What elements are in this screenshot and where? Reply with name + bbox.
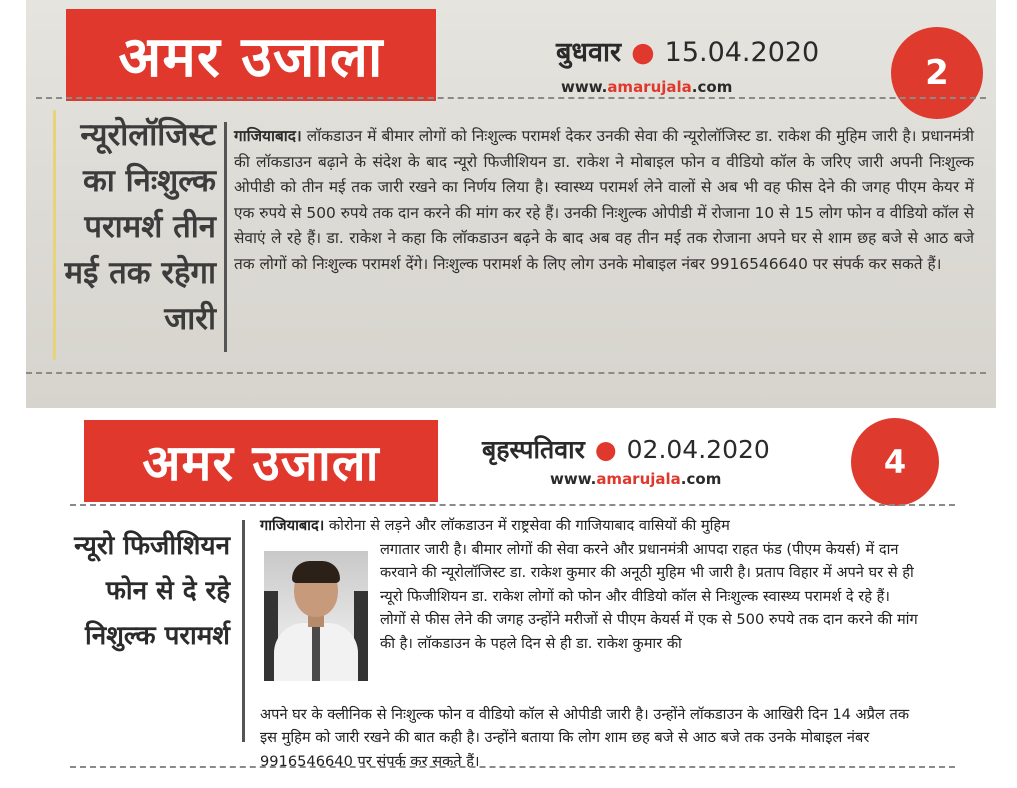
divider — [70, 766, 955, 768]
article-body-end: अपने घर के क्लीनिक से निःशुल्क फोन व वीडियो कॉल से ओपीडी जारी है। उन्होंने लॉकडाउन के आखिरी दिन 14 अप्रैल तक इस मुहिम को जारी रखने की बात कही है। उन्होंने बताया कि लोग शाम छह बजे से आठ बजे तक उनके मोबाइल नंबर 9916546640 पर संपर्क कर सकते हैं। — [260, 706, 910, 770]
column-rule — [242, 520, 245, 742]
dateline: गाजियाबाद। — [260, 517, 325, 534]
article-body-lead — [260, 514, 900, 537]
divider — [70, 504, 955, 506]
doctor-portrait-photo — [264, 551, 368, 681]
issue-date-line — [556, 32, 819, 69]
issue-date-line — [482, 432, 770, 466]
masthead-logo: अमर उजाला — [66, 9, 436, 101]
article-headline: न्यूरो फिजीशियन फोन से दे रहे निशुल्क परामर्श — [74, 531, 230, 651]
page-number-badge: 2 — [891, 27, 983, 119]
dateline: गाजियाबाद। — [234, 127, 302, 145]
issue-day: बृहस्पतिवार — [482, 435, 585, 464]
masthead-logo: अमर उजाला — [84, 420, 438, 502]
article-headline: न्यूरोलॉजिस्ट का निःशुल्क परामर्श तीन मई तक रहेगा जारी — [64, 117, 216, 337]
bullet-dot-icon: ● — [631, 37, 655, 68]
issue-date: 15.04.2020 — [664, 37, 820, 68]
newspaper-clipping-2 — [70, 416, 960, 782]
website-url: www.amarujala.com — [561, 78, 733, 96]
column-rule — [224, 122, 227, 352]
article-text: लॉकडाउन में बीमार लोगों को निःशुल्क परामर्श देकर उनकी सेवा की न्यूरोलॉजिस्ट डा. राकेश की मुहिम जारी है। प्रधानमंत्री की लॉकडाउन बढ़ाने के संदेश के बाद न्यूरो फिजीशियन डा. राकेश ने मोबाइल फोन व वीडियो कॉल के जरिए जारी अपनी निःशुल्क ओपीडी को तीन मई तक जारी रखने का निर्णय लिया है। स्वास्थ्य परामर्श लेने वालों से अब भी वह फीस देने की जगह पीएम केयर में एक रुपये से 500 रुपये तक दान करने की मांग कर रहे हैं। उनकी निःशुल्क ओपीडी में रोजाना 10 से 15 लोग फोन व वीडियो कॉल से सेवाएं ले रहे हैं। डा. राकेश ने कहा कि लॉकडाउन बढ़ने के बाद अब वह तीन मई तक रोजाना अपने घर से शाम छह बजे से आठ बजे तक लोगों को निःशुल्क परामर्श देंगे। निःशुल्क परामर्श के लिए लोग उनके मोबाइल नंबर 9916546640 पर संपर्क कर सकते हैं। — [234, 127, 975, 273]
divider — [36, 97, 986, 99]
divider — [26, 372, 986, 374]
issue-date: 02.04.2020 — [626, 435, 770, 464]
newspaper-clipping-1 — [26, 0, 996, 408]
page-number-badge: 4 — [851, 418, 939, 506]
article-body-wrap: लगातार जारी है। बीमार लोगों की सेवा करने और प्रधानमंत्री आपदा राहत फंड (पीएम केयर्स) में दान करवाने की न्यूरोलॉजिस्ट डा. राकेश कुमार की अनूठी मुहिम भी जारी है। प्रताप विहार में अपने घर से ही न्यूरो फिजीशियन डा. राकेश लोगों को फोन और वीडियो कॉल से निःशुल्क स्वास्थ्य परामर्श दे रहे हैं। लोगों से फीस लेने की जगह उन्होंने मरीजों से पीएम केयर्स में एक से 500 रुपये तक दान करने की मांग की है। लॉकडाउन के पहले दिन से ही डा. राकेश कुमार की — [380, 541, 918, 652]
website-url: www.amarujala.com — [550, 470, 722, 488]
issue-day: बुधवार — [556, 37, 622, 68]
article-body — [234, 124, 974, 277]
article-text: कोरोना से लड़ने और लॉकडाउन में राष्ट्रसेवा की गाजियाबाद वासियों की मुहिम — [328, 517, 730, 534]
bullet-dot-icon: ● — [594, 435, 617, 464]
